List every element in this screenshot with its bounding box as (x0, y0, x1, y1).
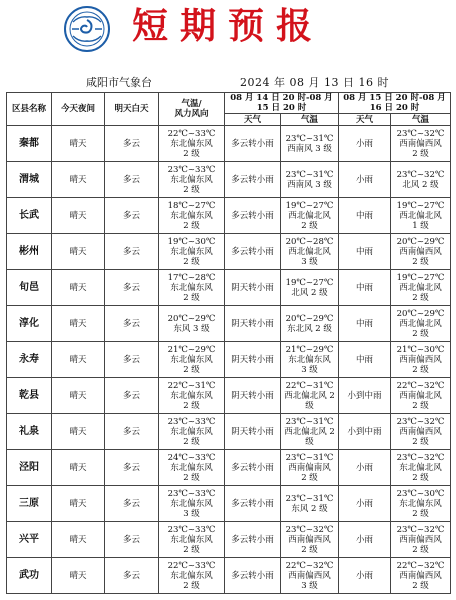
col-period-1-temp: 气温 (281, 114, 339, 126)
period-2-temp-wind (391, 342, 451, 378)
today-temp-wind-line2: 东风 3 级 (173, 323, 210, 334)
period-2-weather: 小雨 (339, 558, 391, 594)
period-2-temp-wind (391, 198, 451, 234)
period-1-temp-wind-line1: 19℃~27℃ (285, 277, 334, 288)
issue-date: 2024 年 08 月 13 日 16 时 (240, 76, 389, 89)
period-2-temp-wind-line3: 2 级 (412, 256, 429, 267)
period-1-temp-wind-line3: 3 级 (301, 256, 318, 267)
period-2-temp-wind-line1: 19℃~27℃ (396, 272, 445, 283)
period-1-temp-wind-line2: 北风 2 级 (291, 287, 328, 298)
period-1-temp-wind-line1: 20℃~29℃ (285, 313, 334, 324)
period-1-temp-wind (281, 486, 339, 522)
period-1-temp-wind-line1: 19℃~27℃ (285, 200, 334, 211)
period-2-temp-wind-line3: 2 级 (412, 436, 429, 447)
today-temp-wind-line3: 2 级 (183, 544, 200, 555)
period-1-temp-wind (281, 234, 339, 270)
tomorrow-weather: 多云 (105, 234, 159, 270)
tomorrow-weather: 多云 (105, 414, 159, 450)
tonight-weather: 晴天 (52, 414, 105, 450)
period-2-weather: 小到中雨 (339, 414, 391, 450)
tomorrow-weather: 多云 (105, 306, 159, 342)
tomorrow-weather: 多云 (105, 270, 159, 306)
report-header (0, 0, 456, 58)
period-1-temp-wind-line1: 22℃~31℃ (285, 380, 334, 391)
period-1-weather: 多云转小雨 (225, 486, 281, 522)
period-1-temp-wind-line1: 23℃~32℃ (285, 524, 334, 535)
tonight-weather: 晴天 (52, 306, 105, 342)
col-temp-wind-line1: 气温/ (181, 99, 202, 109)
today-temp-wind-line1: 23℃~33℃ (167, 164, 216, 175)
today-temp-wind (159, 414, 225, 450)
period-1-temp-wind-line1: 23℃~31℃ (285, 493, 334, 504)
period-1-temp-wind-line1: 23℃~31℃ (285, 133, 334, 144)
period-1-weather: 阴天转小雨 (225, 342, 281, 378)
period-1-temp-wind-line2: 东北风 2 级 (287, 323, 332, 334)
period-2-weather: 小雨 (339, 126, 391, 162)
today-temp-wind-line2: 东北偏东风 (170, 390, 213, 401)
today-temp-wind-line2: 东北偏东风 (170, 426, 213, 437)
tonight-weather: 晴天 (52, 234, 105, 270)
period-2-temp-wind-line2: 西南偏西风 (399, 354, 442, 365)
tonight-weather: 晴天 (52, 198, 105, 234)
period-2-temp-wind-line1: 20℃~29℃ (396, 236, 445, 247)
tonight-weather: 晴天 (52, 522, 105, 558)
col-tomorrow: 明天白天 (105, 93, 159, 126)
period-1-temp-wind-line2: 西南偏南风 (288, 462, 331, 473)
period-2-temp-wind-line3: 2 级 (412, 400, 429, 411)
today-temp-wind-line2: 东北偏东风 (170, 354, 213, 365)
period-1-temp-wind-line3: 3 级 (301, 580, 318, 591)
today-temp-wind-line3: 2 级 (183, 580, 200, 591)
period-2-temp-wind (391, 234, 451, 270)
today-temp-wind-line2: 东北偏东风 (170, 462, 213, 473)
today-temp-wind-line1: 22℃~33℃ (167, 128, 216, 139)
tomorrow-weather: 多云 (105, 126, 159, 162)
period-2-temp-wind-line2: 东北偏北风 (399, 462, 442, 473)
period-1-temp-wind (281, 126, 339, 162)
period-2-temp-wind-line2: 西南偏西风 (399, 534, 442, 545)
today-temp-wind-line3: 2 级 (183, 292, 200, 303)
period-1-temp-wind-line2: 东风 2 级 (291, 503, 328, 514)
period-1-weather: 多云转小雨 (225, 522, 281, 558)
period-2-weather: 小到中雨 (339, 378, 391, 414)
period-1-weather: 多云转小雨 (225, 126, 281, 162)
col-county: 区县名称 (7, 93, 52, 126)
period-2-temp-wind (391, 558, 451, 594)
county-name: 彬州 (7, 234, 52, 270)
today-temp-wind-line3: 2 级 (183, 364, 200, 375)
today-temp-wind-line1: 23℃~33℃ (167, 416, 216, 427)
table-row (7, 270, 451, 306)
today-temp-wind (159, 378, 225, 414)
period-2-temp-wind-line1: 23℃~32℃ (396, 128, 445, 139)
period-1-temp-wind-line3: 3 级 (301, 364, 318, 375)
period-1-weather: 多云转小雨 (225, 198, 281, 234)
period-2-temp-wind-line1: 22℃~32℃ (396, 380, 445, 391)
county-name: 三原 (7, 486, 52, 522)
county-name: 兴平 (7, 522, 52, 558)
meteorology-emblem-icon (64, 6, 110, 52)
period-2-temp-wind-line3: 2 级 (412, 148, 429, 159)
today-temp-wind (159, 162, 225, 198)
period-1-temp-wind (281, 306, 339, 342)
period-1-temp-wind-line1: 21℃~29℃ (285, 344, 334, 355)
today-temp-wind-line3: 2 级 (183, 436, 200, 447)
period-1-weather: 阴天转小雨 (225, 414, 281, 450)
period-2-temp-wind (391, 270, 451, 306)
tomorrow-weather: 多云 (105, 162, 159, 198)
table-row (7, 126, 451, 162)
today-temp-wind (159, 450, 225, 486)
period-2-temp-wind-line1: 20℃~29℃ (396, 308, 445, 319)
period-1-temp-wind-line2: 西北偏北风 2 级 (284, 390, 335, 411)
today-temp-wind (159, 270, 225, 306)
period-1-weather: 多云转小雨 (225, 162, 281, 198)
today-temp-wind (159, 486, 225, 522)
today-temp-wind-line1: 21℃~29℃ (167, 344, 216, 355)
today-temp-wind-line1: 24℃~33℃ (167, 452, 216, 463)
issuer-label: 咸阳市气象台 (86, 76, 152, 89)
period-1-temp-wind-line1: 23℃~31℃ (285, 169, 334, 180)
report-title: 短期预报 (132, 6, 325, 47)
today-temp-wind-line2: 东北偏东风 (170, 138, 213, 149)
period-2-temp-wind (391, 450, 451, 486)
col-period-1-weather: 天气 (225, 114, 281, 126)
today-temp-wind-line1: 20℃~29℃ (167, 313, 216, 324)
tonight-weather: 晴天 (52, 378, 105, 414)
today-temp-wind-line3: 3 级 (183, 508, 200, 519)
period-1-weather: 多云转小雨 (225, 558, 281, 594)
period-2-temp-wind-line2: 西南偏西风 (399, 426, 442, 437)
period-2-temp-wind (391, 414, 451, 450)
period-1-weather: 多云转小雨 (225, 450, 281, 486)
today-temp-wind-line3: 2 级 (183, 220, 200, 231)
period-1-weather: 阴天转小雨 (225, 378, 281, 414)
period-2-weather: 中雨 (339, 198, 391, 234)
period-2-temp-wind-line2: 东北偏东风 (399, 498, 442, 509)
period-2-weather: 小雨 (339, 450, 391, 486)
tomorrow-weather: 多云 (105, 450, 159, 486)
county-name: 泾阳 (7, 450, 52, 486)
period-2-temp-wind-line2: 西南偏西风 (399, 138, 442, 149)
today-temp-wind (159, 234, 225, 270)
tonight-weather: 晴天 (52, 450, 105, 486)
period-1-temp-wind (281, 342, 339, 378)
period-2-temp-wind-line2: 西北偏北风 (399, 282, 442, 293)
period-1-weather: 多云转小雨 (225, 234, 281, 270)
today-temp-wind-line2: 东北偏东风 (170, 246, 213, 257)
period-2-temp-wind-line1: 23℃~32℃ (396, 452, 445, 463)
county-name: 淳化 (7, 306, 52, 342)
period-1-weather: 阴天转小雨 (225, 270, 281, 306)
period-1-temp-wind-line2: 东北偏东风 (288, 354, 331, 365)
period-2-temp-wind-line2: 北风 2 级 (402, 179, 439, 190)
period-1-temp-wind (281, 522, 339, 558)
today-temp-wind-line3: 2 级 (183, 148, 200, 159)
period-2-weather: 中雨 (339, 342, 391, 378)
today-temp-wind (159, 126, 225, 162)
period-2-temp-wind-line3: 2 级 (412, 544, 429, 555)
period-2-weather: 小雨 (339, 486, 391, 522)
today-temp-wind-line3: 2 级 (183, 256, 200, 267)
today-temp-wind-line2: 东北偏东风 (170, 174, 213, 185)
period-1-temp-wind-line2: 西北偏北风 2 级 (284, 426, 335, 447)
period-1-temp-wind-line2: 西南风 3 级 (287, 179, 332, 190)
period-2-weather: 中雨 (339, 306, 391, 342)
today-temp-wind-line1: 23℃~33℃ (167, 488, 216, 499)
period-2-temp-wind-line1: 22℃~32℃ (396, 560, 445, 571)
period-1-temp-wind-line2: 西南偏西风 (288, 570, 331, 581)
period-2-temp-wind (391, 162, 451, 198)
forecast-table (6, 92, 451, 594)
period-1-temp-wind-line3: 2 级 (301, 472, 318, 483)
period-1-temp-wind (281, 378, 339, 414)
tomorrow-weather: 多云 (105, 378, 159, 414)
period-2-temp-wind-line2: 西南偏西风 (399, 570, 442, 581)
period-1-temp-wind (281, 558, 339, 594)
col-temp-wind (159, 93, 225, 126)
table-row (7, 162, 451, 198)
today-temp-wind-line1: 17℃~28℃ (167, 272, 216, 283)
period-1-temp-wind-line1: 20℃~28℃ (285, 236, 334, 247)
today-temp-wind-line2: 东北偏东风 (170, 570, 213, 581)
today-temp-wind-line2: 东北偏东风 (170, 210, 213, 221)
tonight-weather: 晴天 (52, 270, 105, 306)
today-temp-wind-line2: 东北偏东风 (170, 282, 213, 293)
period-2-temp-wind-line3: 2 级 (412, 328, 429, 339)
tomorrow-weather: 多云 (105, 486, 159, 522)
today-temp-wind (159, 342, 225, 378)
table-row (7, 558, 451, 594)
col-period-1: 08 月 14 日 20 时-08 月 15 日 20 时 (225, 93, 339, 114)
today-temp-wind-line1: 22℃~33℃ (167, 560, 216, 571)
period-2-temp-wind (391, 486, 451, 522)
period-2-temp-wind-line3: 2 级 (412, 472, 429, 483)
col-period-2-temp: 气温 (391, 114, 451, 126)
period-2-temp-wind-line2: 西南偏北风 (399, 390, 442, 401)
period-2-temp-wind-line3: 2 级 (412, 580, 429, 591)
period-2-temp-wind-line1: 23℃~30℃ (396, 488, 445, 499)
col-period-2-weather: 天气 (339, 114, 391, 126)
period-2-weather: 小雨 (339, 162, 391, 198)
period-2-temp-wind-line1: 23℃~32℃ (396, 416, 445, 427)
today-temp-wind-line1: 23℃~33℃ (167, 524, 216, 535)
table-row (7, 342, 451, 378)
table-row (7, 234, 451, 270)
col-period-2: 08 月 15 日 20 时-08 月 16 日 20 时 (339, 93, 451, 114)
tonight-weather: 晴天 (52, 162, 105, 198)
county-name: 长武 (7, 198, 52, 234)
tomorrow-weather: 多云 (105, 198, 159, 234)
period-2-temp-wind-line3: 1 级 (412, 220, 429, 231)
period-1-temp-wind-line2: 西南风 3 级 (287, 143, 332, 154)
tomorrow-weather: 多云 (105, 342, 159, 378)
tomorrow-weather: 多云 (105, 522, 159, 558)
county-name: 旬邑 (7, 270, 52, 306)
tonight-weather: 晴天 (52, 486, 105, 522)
period-1-temp-wind (281, 162, 339, 198)
table-row (7, 486, 451, 522)
period-1-temp-wind-line3: 2 级 (301, 220, 318, 231)
tonight-weather: 晴天 (52, 126, 105, 162)
period-2-temp-wind-line1: 23℃~32℃ (396, 524, 445, 535)
today-temp-wind-line3: 2 级 (183, 400, 200, 411)
tonight-weather: 晴天 (52, 558, 105, 594)
period-1-temp-wind (281, 450, 339, 486)
today-temp-wind (159, 306, 225, 342)
period-2-temp-wind-line1: 23℃~32℃ (396, 169, 445, 180)
today-temp-wind (159, 198, 225, 234)
county-name: 渭城 (7, 162, 52, 198)
period-1-temp-wind-line2: 西南偏西风 (288, 534, 331, 545)
period-1-temp-wind-line1: 23℃~31℃ (285, 416, 334, 427)
period-2-temp-wind-line3: 2 级 (412, 364, 429, 375)
period-2-temp-wind-line1: 19℃~27℃ (396, 200, 445, 211)
today-temp-wind-line1: 18℃~27℃ (167, 200, 216, 211)
table-row (7, 198, 451, 234)
period-2-temp-wind (391, 126, 451, 162)
period-1-temp-wind-line1: 22℃~32℃ (285, 560, 334, 571)
county-name: 秦都 (7, 126, 52, 162)
table-row (7, 450, 451, 486)
period-2-temp-wind-line2: 西北偏北风 (399, 210, 442, 221)
period-1-temp-wind-line3: 2 级 (301, 544, 318, 555)
table-row (7, 306, 451, 342)
county-name: 武功 (7, 558, 52, 594)
period-2-weather: 小雨 (339, 522, 391, 558)
today-temp-wind-line1: 22℃~31℃ (167, 380, 216, 391)
period-1-temp-wind-line1: 23℃~31℃ (285, 452, 334, 463)
period-1-temp-wind-line2: 西北偏北风 (288, 210, 331, 221)
today-temp-wind (159, 558, 225, 594)
period-2-temp-wind (391, 378, 451, 414)
tomorrow-weather: 多云 (105, 558, 159, 594)
table-row (7, 378, 451, 414)
county-name: 礼泉 (7, 414, 52, 450)
today-temp-wind-line3: 2 级 (183, 184, 200, 195)
period-2-temp-wind-line3: 2 级 (412, 292, 429, 303)
period-2-weather: 中雨 (339, 270, 391, 306)
county-name: 永寿 (7, 342, 52, 378)
period-2-temp-wind (391, 306, 451, 342)
period-1-temp-wind-line2: 西北偏北风 (288, 246, 331, 257)
col-temp-wind-line2: 风力风向 (174, 109, 209, 119)
county-name: 乾县 (7, 378, 52, 414)
period-1-weather: 阴天转小雨 (225, 306, 281, 342)
table-row (7, 414, 451, 450)
period-1-temp-wind (281, 198, 339, 234)
today-temp-wind-line2: 东北偏东风 (170, 534, 213, 545)
today-temp-wind-line3: 2 级 (183, 472, 200, 483)
period-1-temp-wind (281, 414, 339, 450)
col-tonight: 今天夜间 (52, 93, 105, 126)
period-2-temp-wind-line1: 21℃~30℃ (396, 344, 445, 355)
today-temp-wind-line1: 19℃~30℃ (167, 236, 216, 247)
table-row (7, 522, 451, 558)
period-2-temp-wind-line2: 西北偏北风 (399, 318, 442, 329)
today-temp-wind (159, 522, 225, 558)
today-temp-wind-line2: 东北偏东风 (170, 498, 213, 509)
period-2-temp-wind-line2: 西南偏西风 (399, 246, 442, 257)
period-2-temp-wind (391, 522, 451, 558)
period-2-temp-wind-line3: 2 级 (412, 508, 429, 519)
tonight-weather: 晴天 (52, 342, 105, 378)
period-1-temp-wind (281, 270, 339, 306)
period-2-weather: 中雨 (339, 234, 391, 270)
